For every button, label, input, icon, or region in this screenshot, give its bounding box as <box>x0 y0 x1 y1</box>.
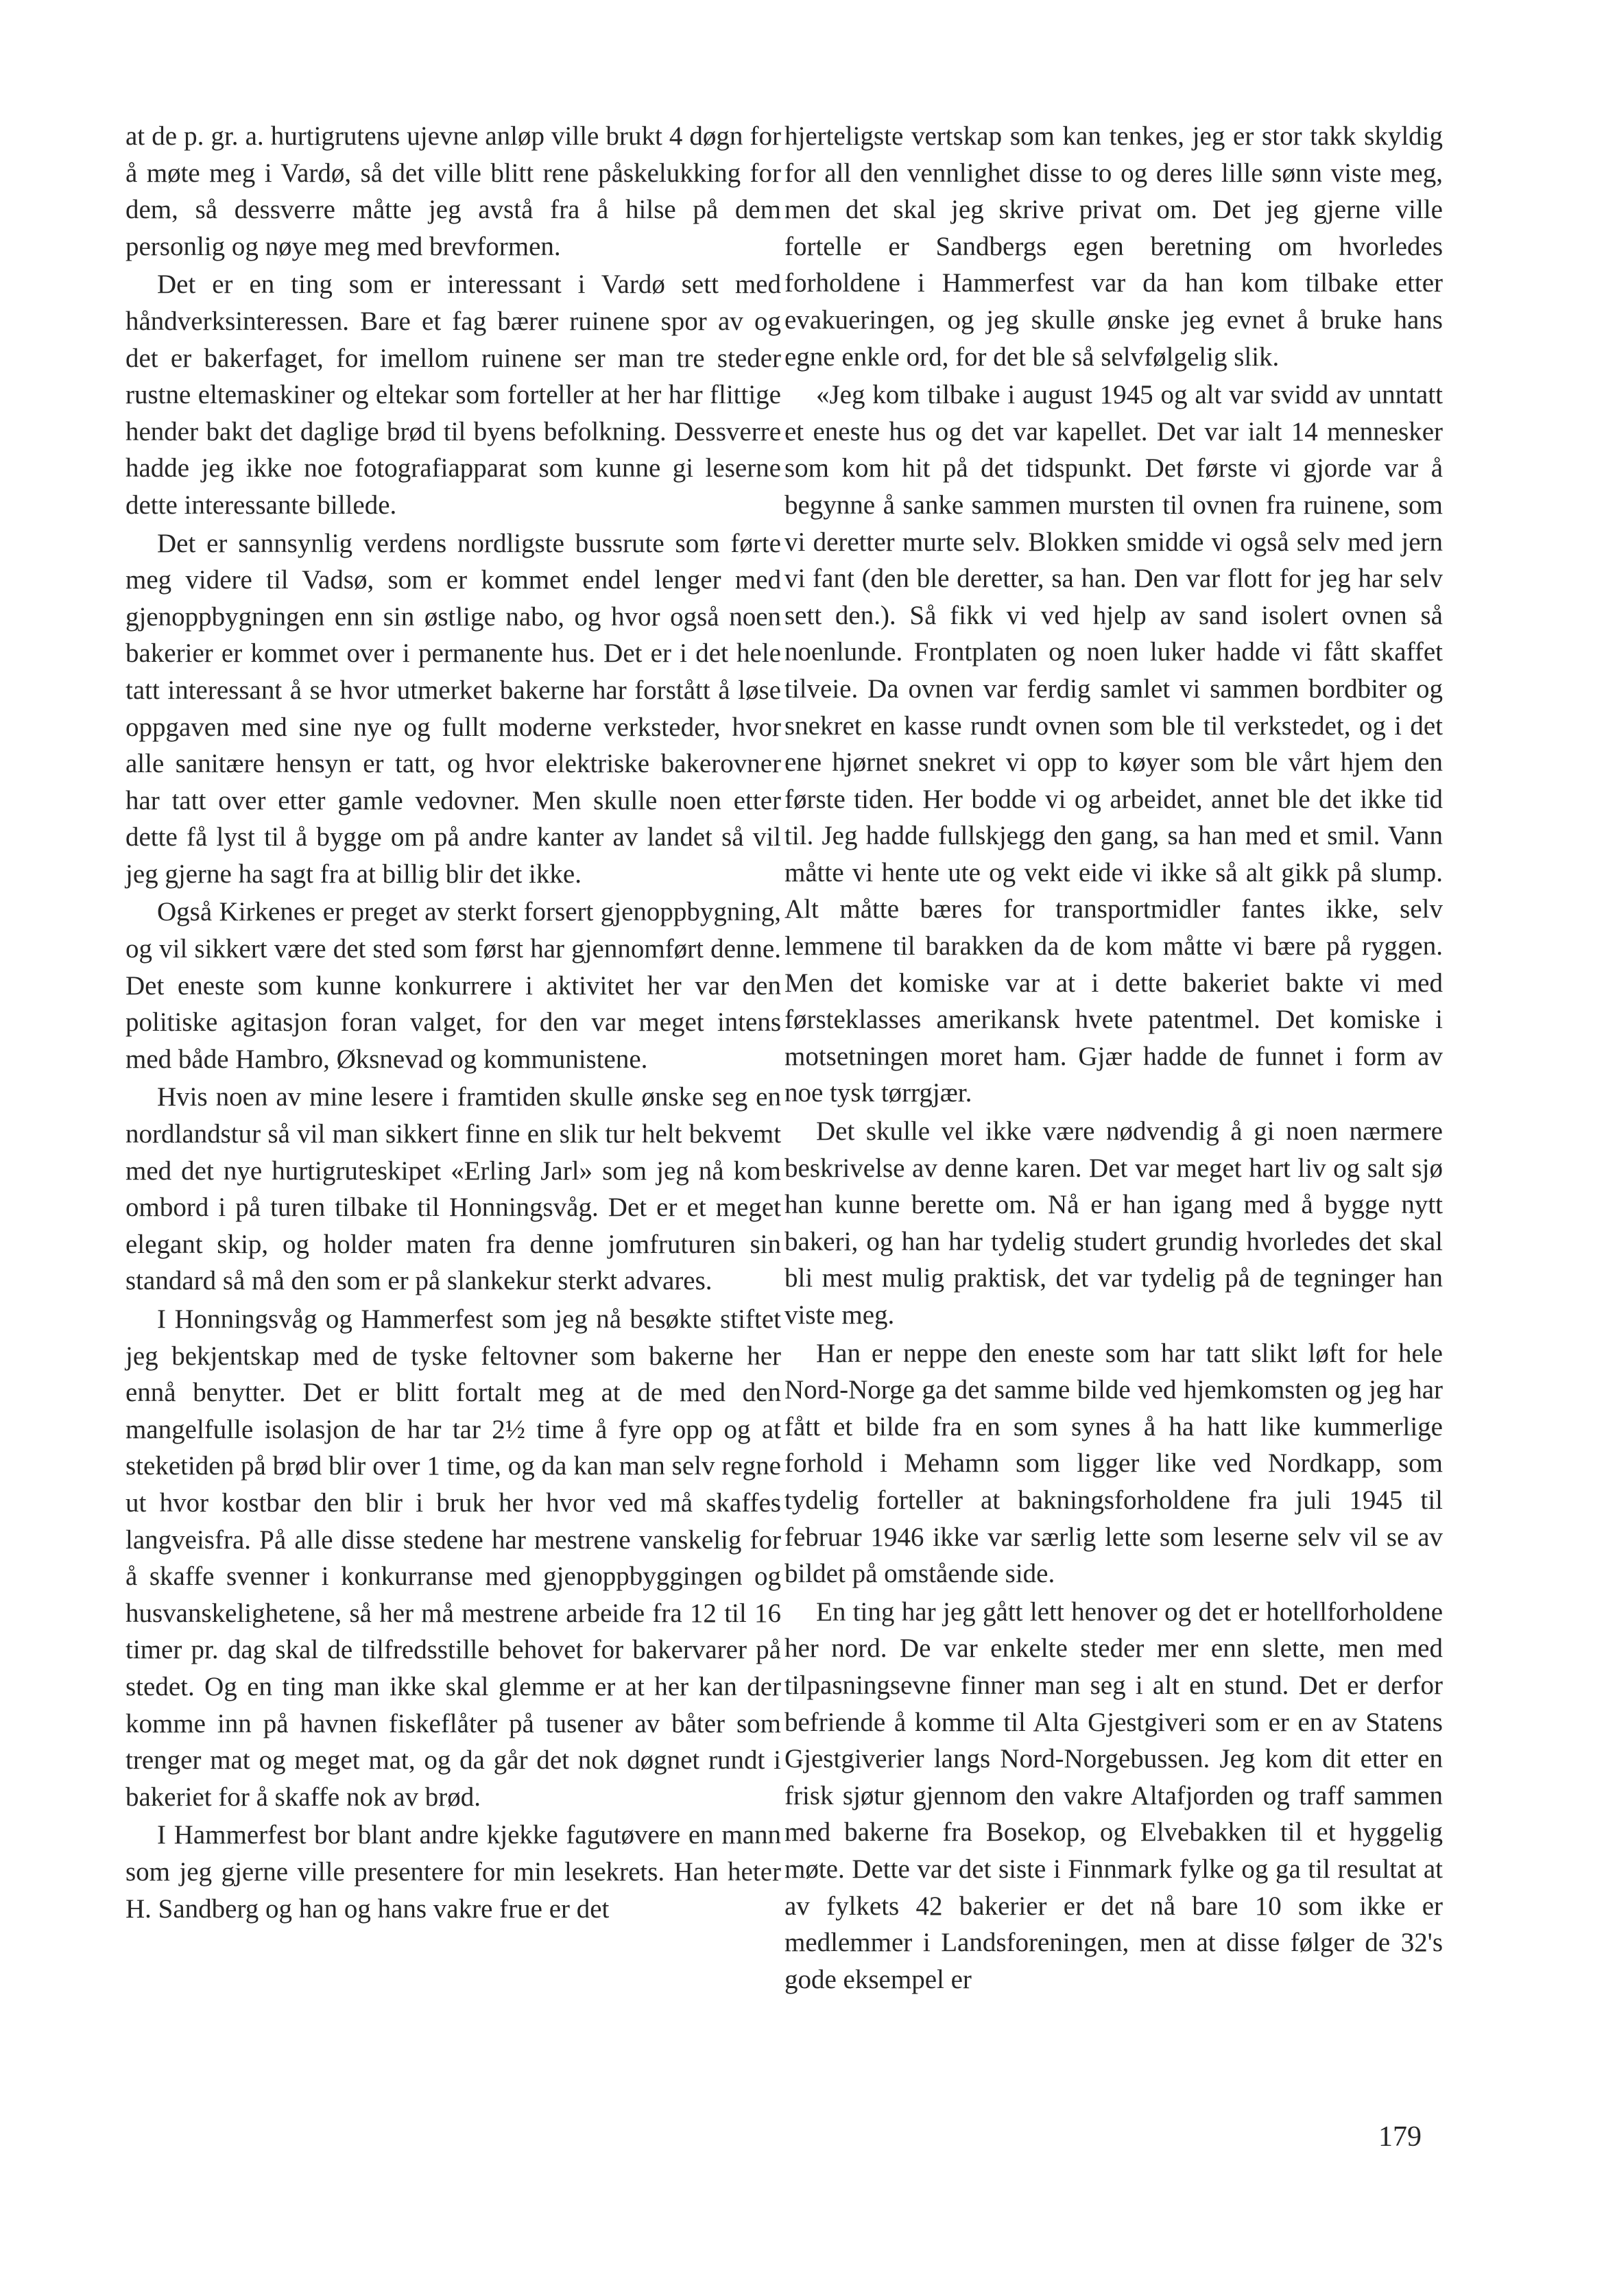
paragraph: hjerteligste vertskap som kan tenkes, jeg er stor takk skyldig for all den vennlighet disse to og deres lille sønn viste meg, men det skal jeg skrive privat om. Det jeg gjerne ville fortelle er Sandbergs egen beretning om hvorledes forholdene i Hammerfest var da han kom tilbake etter evakueringen, og jeg skulle ønske jeg evnet å bruke hans egne enkle ord, for det ble så selvfølgelig slik. <box>784 121 1443 372</box>
paragraph: Hvis noen av mine lesere i framtiden skulle ønske seg en nordlandstur så vil man sikkert finne en slik tur helt bekvemt med det nye hurtigruteskipet «Erling Jarl» som jeg nå kom ombord i på turen tilbake til Honningsvåg. Det er et meget elegant skip, og holder maten fra denne jomfruturen sin standard så må den som er på slankekur sterkt advares. <box>125 1082 781 1296</box>
left-column <box>125 118 781 1927</box>
paragraph: Det skulle vel ikke være nødvendig å gi noen nærmere beskrivelse av denne karen. Det var meget hart liv og salt sjø han kunne berette om. Nå er han igang med å bygge nytt bakeri, og han har tydelig studert grundig hvorledes det skal bli mest mulig praktisk, det var tydelig på de tegninger han viste meg. <box>784 1116 1443 1330</box>
paragraph: Det er sannsynlig verdens nordligste bussrute som førte meg videre til Vadsø, som er kommet endel lenger med gjenoppbygningen enn sin østlige nabo, og hvor også noen bakerier er kommet over i permanente hus. Det er i det hele tatt interessant å se hvor utmerket bakerne har forstått å løse oppgaven med sine nye og fullt moderne verksteder, hvor alle sanitære hensyn er tatt, og hvor elektriske bakerovner har tatt over etter gamle vedovner. Men skulle noen etter dette få lyst til å bygge om på andre kanter av landet så vil jeg gjerne ha sagt fra at billig blir det ikke. <box>125 528 781 889</box>
right-column <box>784 118 1443 1998</box>
paragraph: I Honningsvåg og Hammerfest som jeg nå besøkte stiftet jeg bekjentskap med de tyske feltovner som bakerne her ennå benytter. Det er blitt fortalt meg at de med den mangelfulle isolasjon de har tar 2½ time å fyre opp og at steketiden på brød blir over 1 time, og da kan man selv regne ut hvor kostbar den blir i bruk her hvor ved må skaffes langveisfra. På alle disse stedene har mestrene vanskelig for å skaffe svenner i konkurranse med gjenoppbyggingen og husvanskelighetene, så her må mestrene arbeide fra 12 til 16 timer pr. dag skal de tilfredsstille behovet for bakervarer på stedet. Og en ting man ikke skal glemme er at her kan der komme inn på havnen fiskeflåter på tusener av båter som trenger mat og meget mat, og da går det nok døgnet rundt i bakeriet for å skaffe nok av brød. <box>125 1304 781 1812</box>
paragraph: I Hammerfest bor blant andre kjekke fagutøvere en mann som jeg gjerne ville presentere for min lesekrets. Han heter H. Sandberg og han og hans vakre frue er det <box>125 1820 781 1924</box>
paragraph: En ting har jeg gått lett henover og det er hotellforholdene her nord. De var enkelte steder mer enn slette, men med tilpasningsevne finner man seg i alt en stund. Det er derfor befriende å komme til Alta Gjestgiveri som er en av Statens Gjestgiverier langs Nord-Norgebussen. Jeg kom dit etter en frisk sjøtur gjennom den vakre Altafjorden og traff sammen med bakerne fra Bosekop, og Elvebakken til et hyggelig møte. Dette var det siste i Finnmark fylke og ga til resultat at av fylkets 42 bakerier er det nå bare 10 som ikke er medlemmer i Landsforeningen, men at disse følger de 32's gode eksempel er <box>784 1597 1443 1994</box>
paragraph: Også Kirkenes er preget av sterkt forsert gjenoppbygning, og vil sikkert være det sted som først har gjennomført denne. Det eneste som kunne konkurrere i aktivitet her var den politiske agitasjon foran valget, for den var meget intens med både Hambro, Øksnevad og kommunistene. <box>125 897 781 1074</box>
page-number: 179 <box>1378 2121 1422 2153</box>
paragraph: «Jeg kom tilbake i august 1945 og alt var svidd av unntatt et eneste hus og det var kapellet. Det var ialt 14 mennesker som kom hit på det tidspunkt. Det første vi gjorde var å begynne å sanke sammen mursten til ovnen fra ruinene, som vi deretter murte selv. Blokken smidde vi også selv med jern vi fant (den ble deretter, sa han. Den var flott for jeg har selv sett den.). Så fikk vi ved hjelp av sand isolert ovnen så noenlunde. Frontplaten og noen luker hadde vi fått skaffet tilveie. Da ovnen var ferdig samlet vi sammen bordbiter og snekret en kasse rundt ovnen som ble til verkstedet, og i det ene hjørnet snekret vi opp to køyer som ble vårt hjem den første tiden. Her bodde vi og arbeidet, annet ble det ikke tid til. Jeg hadde fullskjegg den gang, sa han med et smil. Vann måtte vi hente ute og vekt eide vi ikke så alt gikk på slump. Alt måtte bæres for transportmidler fantes ikke, selv lemmene til barakken da de kom måtte vi bære på ryggen. Men det komiske var at i dette bakeriet bakte vi med førsteklasses amerikansk hvete patentmel. Det komiske i motsetningen moret ham. Gjær hadde de funnet i form av noe tysk tørrgjær. <box>784 380 1443 1108</box>
paragraph: at de p. gr. a. hurtigrutens ujevne anløp ville brukt 4 døgn for å møte meg i Vardø, så det ville blitt rene påskelukking for dem, så dessverre måtte jeg avstå fra å hilse på dem personlig og nøye meg med brevformen. <box>125 121 781 261</box>
paragraph: Han er neppe den eneste som har tatt slikt løft for hele Nord-Norge ga det samme bilde ved hjemkomsten og jeg har fått et bilde fra en som synes å ha hatt like kummerlige forhold i Mehamn som ligger like ved Nordkapp, som tydelig forteller at bakningsforholdene fra juli 1945 til februar 1946 ikke var særlig lette som leserne selv vil se av bildet på omstående side. <box>784 1338 1443 1589</box>
paragraph: Det er en ting som er interessant i Vardø sett med håndverksinteressen. Bare et fag bærer ruinene spor av og det er bakerfaget, for imellom ruinene ser man tre steder rustne eltemaskiner og eltekar som forteller at her har flittige hender bakt det daglige brød til byens befolkning. Dessverre hadde jeg ikke noe fotografiapparat som kunne gi leserne dette interessante billede. <box>125 270 781 520</box>
